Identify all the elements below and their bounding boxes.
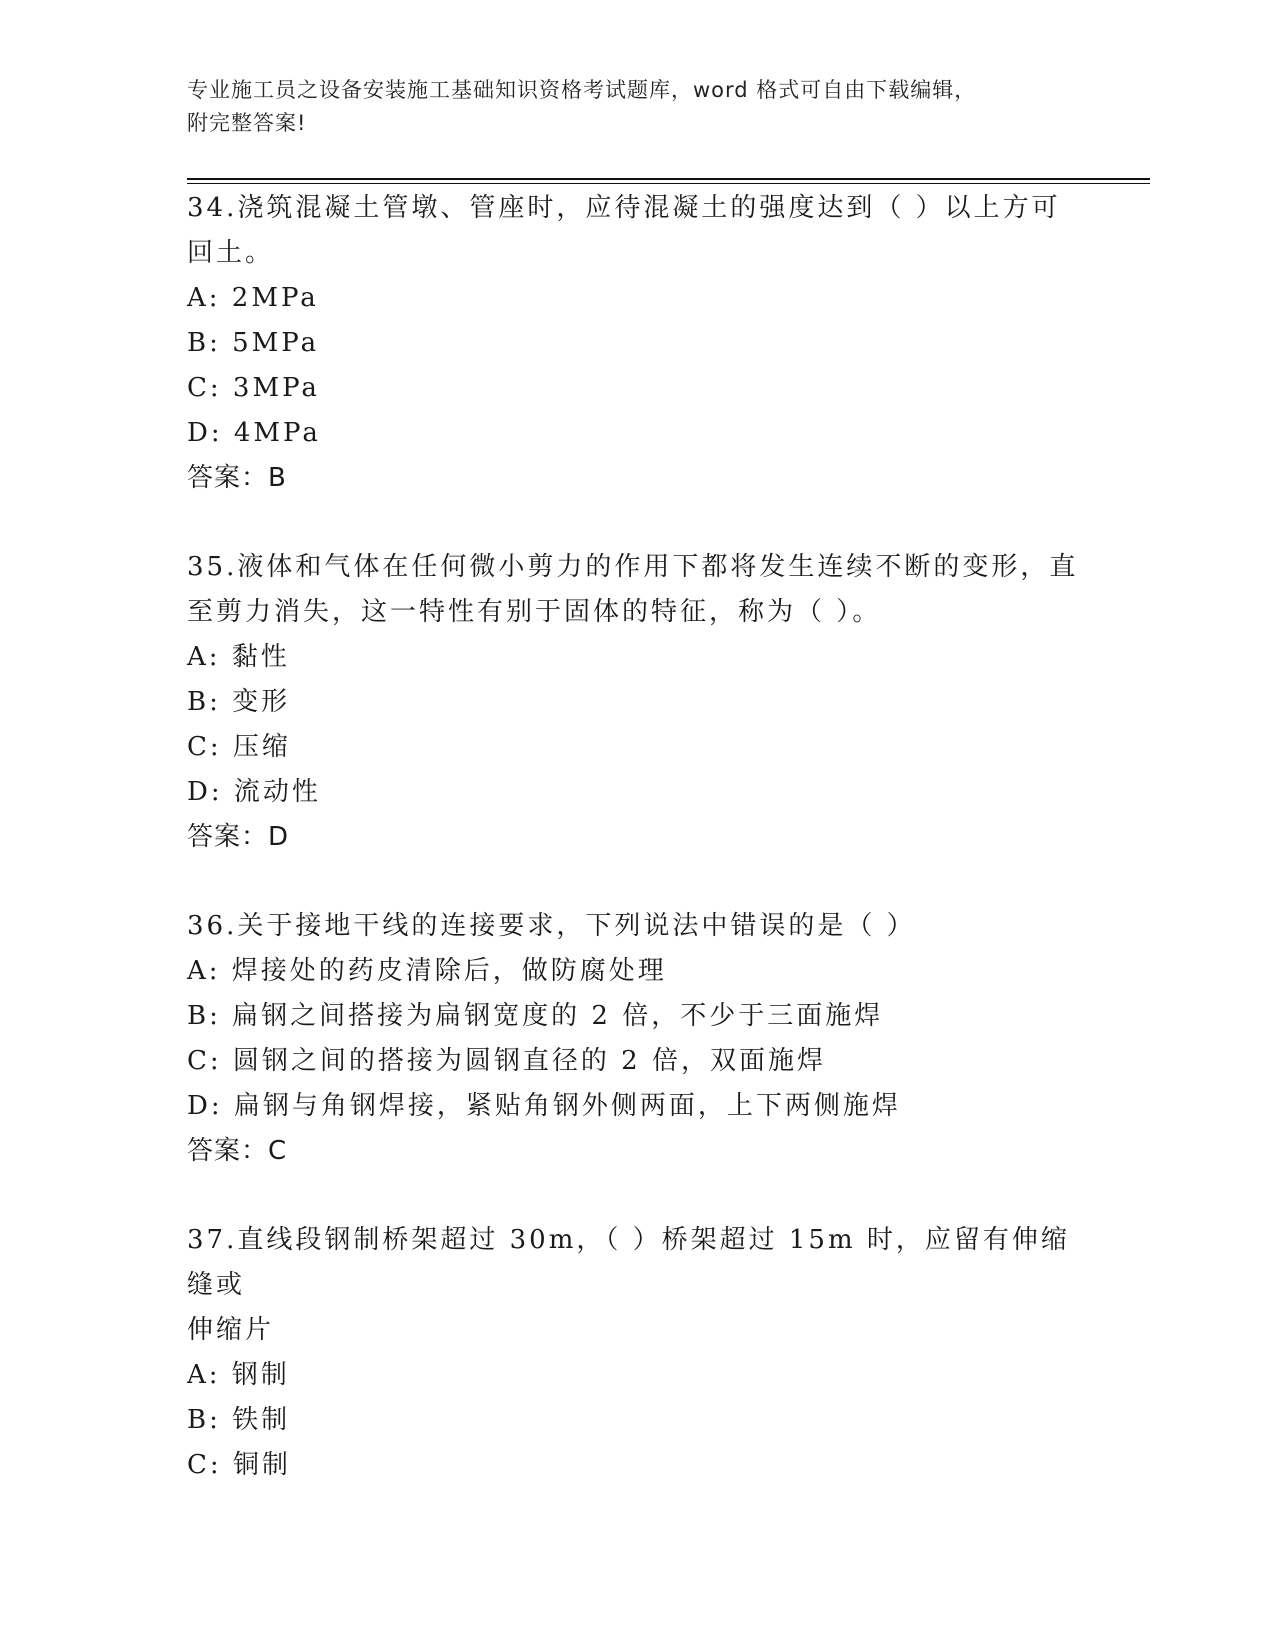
question-stem: 36.关于接地干线的连接要求，下列说法中错误的是（ ） bbox=[187, 911, 916, 941]
answer-label: 答案：B bbox=[187, 463, 287, 493]
question-34 bbox=[187, 186, 1087, 500]
option-d: D: 扁钢与角钢焊接，紧贴角钢外侧两面，上下两侧施焊 bbox=[187, 1091, 901, 1121]
option-b: B: 扁钢之间搭接为扁钢宽度的 2 倍，不少于三面施焊 bbox=[187, 1001, 884, 1031]
option-c: C: 3MPa bbox=[187, 373, 320, 403]
header-divider-thin bbox=[187, 183, 1150, 184]
question-stem: 34.浇筑混凝土管墩、管座时，应待混凝土的强度达到（ ）以上方可 bbox=[187, 193, 1061, 223]
option-b: B: 5MPa bbox=[187, 328, 320, 358]
option-b: B: 变形 bbox=[187, 687, 291, 717]
question-35 bbox=[187, 545, 1087, 859]
question-stem-continued: 至剪力消失，这一特性有别于固体的特征，称为（ ）。 bbox=[187, 597, 882, 627]
option-c: C: 压缩 bbox=[187, 732, 291, 762]
question-36 bbox=[187, 904, 1087, 1173]
answer-label: 答案：D bbox=[187, 822, 290, 852]
option-a: A: 黏性 bbox=[187, 642, 290, 672]
option-d: D: 流动性 bbox=[187, 777, 321, 807]
option-c: C: 铜制 bbox=[187, 1450, 291, 1480]
question-stem-continued: 伸缩片 bbox=[187, 1315, 275, 1345]
option-d: D: 4MPa bbox=[187, 418, 321, 448]
header-divider-thick bbox=[187, 178, 1150, 180]
document-header bbox=[187, 74, 1067, 140]
header-line-2: 附完整答案! bbox=[187, 111, 307, 135]
option-a: A: 焊接处的药皮清除后，做防腐处理 bbox=[187, 956, 667, 986]
option-a: A: 2MPa bbox=[187, 283, 319, 313]
option-a: A: 钢制 bbox=[187, 1360, 290, 1390]
option-b: B: 铁制 bbox=[187, 1405, 291, 1435]
header-line-1: 专业施工员之设备安装施工基础知识资格考试题库，word 格式可自由下载编辑， bbox=[187, 78, 977, 102]
question-37 bbox=[187, 1218, 1087, 1488]
option-c: C: 圆钢之间的搭接为圆钢直径的 2 倍，双面施焊 bbox=[187, 1046, 826, 1076]
answer-label: 答案：C bbox=[187, 1136, 288, 1166]
question-stem: 37.直线段钢制桥架超过 30m，（ ）桥架超过 15m 时，应留有伸缩缝或 bbox=[187, 1225, 1070, 1300]
question-stem-continued: 回土。 bbox=[187, 238, 275, 268]
question-stem: 35.液体和气体在任何微小剪力的作用下都将发生连续不断的变形，直 bbox=[187, 552, 1079, 582]
